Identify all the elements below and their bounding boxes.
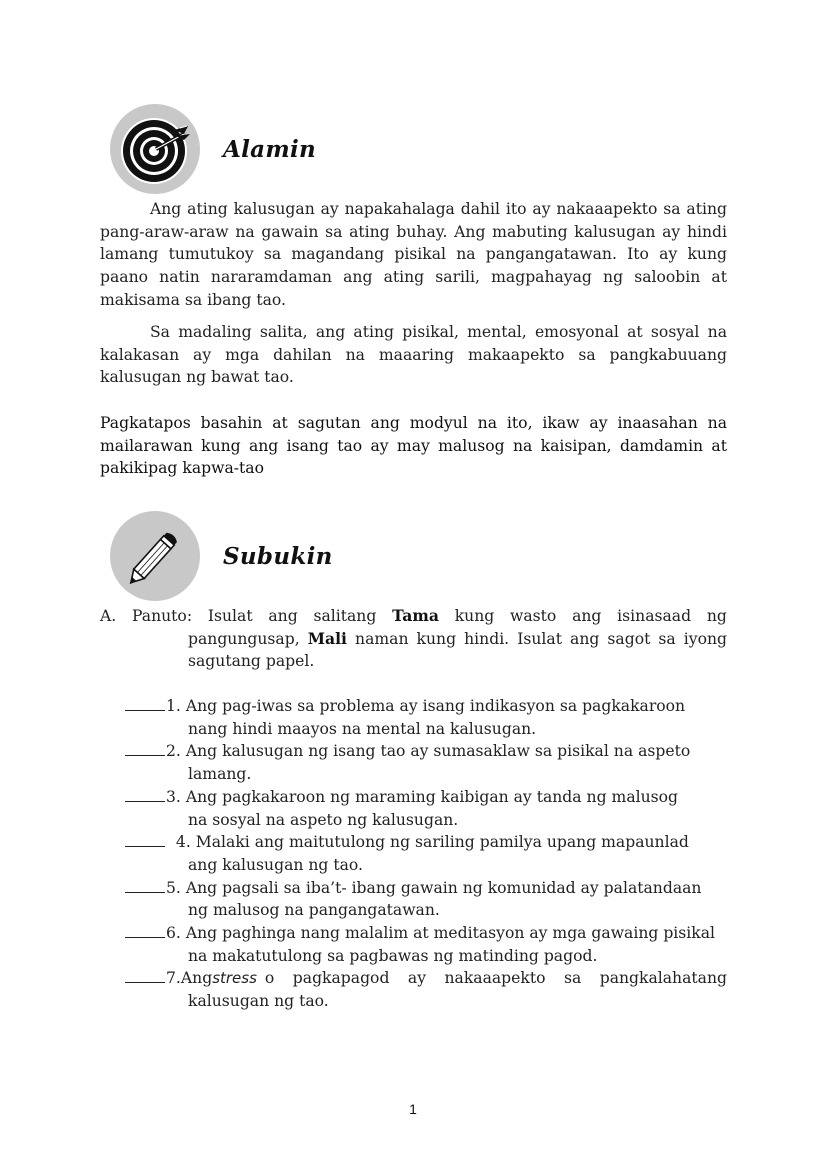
- item-text: o pagkapagod ay nakaaapekto sa pangkalahatang: [264, 969, 727, 988]
- item-number: 6.: [166, 924, 181, 943]
- instruction-word: salitang: [313, 607, 377, 625]
- answer-blank[interactable]: [125, 922, 165, 938]
- emphasized-term: stress: [212, 969, 257, 988]
- instruction-text: naman kung hindi. Isulat ang sagot sa iyong sagutang papel.: [188, 629, 727, 671]
- item-text-continued: na sosyal na aspeto ng kalusugan.: [188, 810, 459, 829]
- question-item: [125, 831, 727, 876]
- page-number: 1: [409, 1101, 417, 1117]
- instruction-text: pangungusap,: [188, 629, 300, 648]
- section-title-alamin: Alamin: [223, 135, 317, 163]
- instruction-word: isinasaad: [617, 607, 692, 625]
- item-number: 4.: [170, 833, 191, 852]
- instruction-word: kung: [454, 607, 495, 625]
- item-text-continued: kalusugan ng tao.: [188, 992, 329, 1011]
- instruction-label: Panuto:: [131, 607, 193, 625]
- answer-blank[interactable]: [125, 695, 165, 711]
- answer-blank[interactable]: [125, 740, 165, 756]
- item-text: Ang pagkakaroon ng maraming kaibigan ay tanda ng malusog: [185, 787, 679, 806]
- question-item: [125, 695, 727, 740]
- keyword-mali: Mali: [307, 628, 347, 648]
- target-icon: [110, 104, 200, 194]
- question-item: [125, 967, 727, 1012]
- question-item: [125, 786, 727, 831]
- item-number: 2.: [166, 742, 181, 761]
- instruction-word: ng: [706, 607, 727, 625]
- instruction-continuation: [100, 628, 727, 673]
- question-item: [125, 922, 727, 967]
- item-text: Ang kalusugan ng isang tao ay sumasaklaw sa pisikal na aspeto: [185, 742, 691, 761]
- instruction-word: wasto: [510, 607, 557, 625]
- alamin-paragraph-2: Sa madaling salita, ang ating pisikal, mental, emosyonal at sosyal na kalakasan ay mga dahilan na maaaring makaapekto sa pangkabuuang kalusugan ng bawat tao.: [100, 323, 727, 387]
- instruction-letter: A.: [100, 607, 117, 625]
- item-text-continued: ang kalusugan ng tao.: [188, 855, 363, 874]
- section-title-subukin: Subukin: [223, 542, 333, 570]
- alamin-paragraph-1: Ang ating kalusugan ay napakahalaga dahil ito ay nakaaapekto sa ating pang-araw-araw na gawain sa ating buhay. Ang mabuting kalusugan ay hindi lamang tumutukoy sa magandang pisikal na pangangatawan. Ito ay kung paano natin nararamdaman ang ating sarili, magpahayag ng saloobin at makisama sa ibang tao.: [100, 200, 727, 309]
- answer-blank[interactable]: [125, 786, 165, 802]
- item-text: Ang: [180, 969, 213, 988]
- item-text-continued: nang hindi maayos na mental na kalusugan.: [188, 719, 537, 738]
- question-list: [125, 695, 727, 1013]
- keyword-tama: Tama: [392, 606, 439, 625]
- pencil-icon: [110, 511, 200, 601]
- answer-blank[interactable]: [125, 877, 165, 893]
- learning-objective: Pagkatapos basahin at sagutan ang modyul na ito, ikaw ay inaasahan na mailarawan kung ang isang tao ay may malusog na kaisipan, damdamin at pakikipag kapwa-tao: [100, 414, 727, 478]
- item-number: 7.: [166, 969, 181, 988]
- item-text-continued: ng malusog na pangangatawan.: [188, 901, 440, 920]
- item-number: 1.: [166, 697, 181, 715]
- answer-blank[interactable]: [125, 967, 165, 983]
- instructions: [100, 605, 727, 673]
- subukin-header: [110, 510, 333, 602]
- question-item: [125, 877, 727, 922]
- item-number: 3.: [166, 787, 181, 806]
- instruction-word: ang: [268, 607, 298, 625]
- item-text: Ang paghinga nang malalim at meditasyon ay mga gawaing pisikal: [185, 924, 716, 943]
- instruction-word: Isulat: [207, 607, 253, 625]
- item-number: 5.: [166, 878, 181, 897]
- item-text: Ang pag-iwas sa problema ay isang indikasyon sa pagkakaroon: [185, 697, 686, 715]
- answer-blank[interactable]: [125, 831, 165, 847]
- item-text-continued: lamang.: [188, 765, 252, 784]
- item-text-continued: na makatutulong sa pagbawas ng matinding pagod.: [188, 946, 598, 965]
- instruction-word: ang: [572, 607, 602, 625]
- item-text: Malaki ang maitutulong ng sariling pamilya upang mapaunlad: [195, 833, 689, 852]
- alamin-header: [110, 103, 316, 195]
- question-item: [125, 740, 727, 785]
- item-text: Ang pagsali sa iba’t- ibang gawain ng komunidad ay palatandaan: [185, 878, 702, 897]
